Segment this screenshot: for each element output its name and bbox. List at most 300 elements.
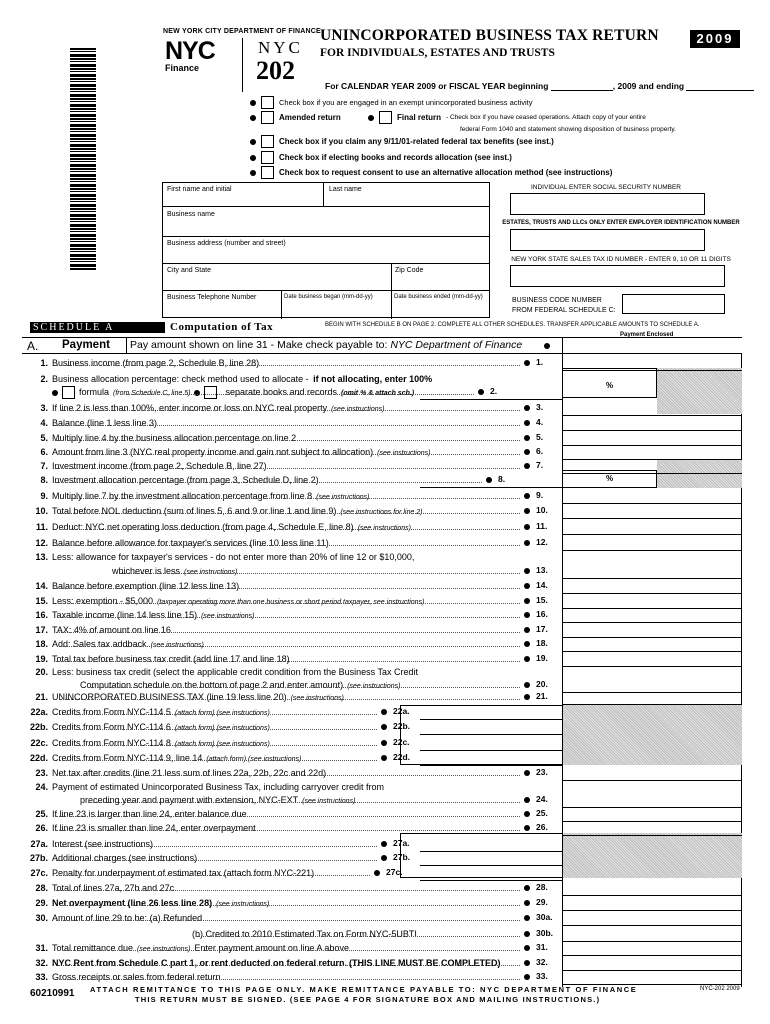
dot-leader — [56, 468, 520, 469]
line-note: (see instructions) — [302, 798, 356, 805]
header-divider — [242, 38, 243, 92]
line-number: 18. — [35, 639, 48, 649]
line-text: If line 2 is less than 100%, enter income or loss on NYC real property — [52, 403, 328, 413]
line-number: 30. — [35, 913, 48, 923]
bullet-icon — [52, 390, 58, 396]
schedule-a-title: Computation of Tax — [170, 321, 274, 333]
bullet-icon — [524, 811, 530, 817]
line-text: (b) Credited to 2010 Estimated Tax on Form NYC-5UBTI — [192, 929, 417, 939]
schedule-line — [22, 691, 344, 705]
tax-period: For CALENDAR YEAR 2009 or FISCAL YEAR beginning , 2009 and ending — [325, 80, 754, 91]
dot-leader — [60, 617, 520, 618]
line-number: 13. — [35, 552, 48, 562]
line-number: 22c. — [30, 738, 48, 748]
exempt-checkbox[interactable] — [261, 96, 274, 109]
schedule-line — [22, 609, 254, 623]
bullet-icon — [524, 825, 530, 831]
line-text: If line 23 is larger than line 24, enter balance due — [52, 809, 247, 819]
bullet-icon — [381, 724, 387, 730]
schedule-a-tag: SCHEDULE A — [30, 322, 165, 333]
form-number: 202 — [256, 56, 295, 85]
schedule-line — [22, 897, 269, 911]
line-number: 24. — [35, 782, 48, 792]
line-number: 27c. — [30, 868, 48, 878]
books-checkbox[interactable] — [261, 151, 274, 164]
nyc-logo: NYC — [165, 37, 215, 65]
line-number: 31. — [35, 943, 48, 953]
schedule-line — [22, 595, 424, 609]
dot-leader — [60, 513, 520, 514]
bullet-icon — [524, 694, 530, 700]
line-reference: 22c. — [393, 737, 410, 747]
dot-leader — [60, 498, 520, 499]
footer-remittance: ATTACH REMITTANCE TO THIS PAGE ONLY. MAKE REMITTANCE PAYABLE TO: NYC DEPARTMENT OF FINANCE — [90, 985, 638, 994]
line-note: (see instructions) — [137, 946, 191, 953]
last-name-label: Last name — [329, 186, 362, 193]
amount-input[interactable] — [562, 821, 742, 822]
line-note: (see instructions) — [316, 494, 370, 501]
dot-leader — [60, 454, 520, 455]
line-number: 8. — [40, 475, 48, 485]
bullet-icon — [524, 960, 530, 966]
ein-label: ESTATES, TRUSTS AND LLCs ONLY ENTER EMPLOYER IDENTIFICATION NUMBER — [502, 220, 740, 226]
line-reference: 27c. — [386, 867, 403, 877]
dot-leader — [56, 775, 520, 776]
consent-row: Check box to request consent to use an alternative allocation method (see instructions) — [250, 166, 612, 179]
bullet-icon — [524, 508, 530, 514]
amount-input[interactable] — [562, 925, 742, 926]
credits-subcolumn — [400, 705, 562, 765]
dot-leader — [126, 394, 474, 395]
line-text: Balance (line 1 less line 3) — [52, 418, 158, 428]
form-code: 60210991 — [30, 988, 75, 999]
final-note-2: federal Form 1040 and statement showing disposition of business property. — [460, 126, 676, 133]
payment-enclosed-label: Payment Enclosed — [620, 332, 674, 338]
line-text: Credits from Form NYC-114.5 — [52, 707, 171, 717]
line-text: UNINCORPORATED BUSINESS TAX (line 19 less line 20) — [52, 692, 287, 702]
sales-tax-label: NEW YORK STATE SALES TAX ID NUMBER - ENTER 9, 10 OR 11 DIGITS — [511, 256, 731, 263]
schedule-line — [22, 666, 418, 678]
schedule-line — [22, 867, 314, 879]
schedule-line — [22, 460, 267, 472]
line-text: Balance before allowance for taxpayer's services (line 10 less line 11) — [52, 538, 329, 548]
line-text: Taxable income (line 14 less line 15) — [52, 610, 198, 620]
line-reference: 1. — [536, 357, 544, 367]
line-reference: 27b. — [393, 852, 411, 862]
bullet-icon — [524, 945, 530, 951]
line-text: Penalty for underpayment of estimated tax (attach form NYC-221) — [52, 868, 315, 878]
line-reference: 20. — [536, 679, 548, 689]
line-reference: 9. — [536, 490, 544, 500]
bullet-icon — [524, 900, 530, 906]
amount-input[interactable] — [562, 651, 742, 652]
benefits-checkbox[interactable] — [261, 135, 274, 148]
line-number: 9. — [40, 491, 48, 501]
amended-row: Amended return — [250, 111, 341, 124]
line-text: Investment allocation percentage (from page 3, Schedule D, line 2) — [52, 475, 319, 485]
line-text: Gross receipts or sales from federal return — [52, 972, 221, 982]
date-ended-label: Date business ended (mm-dd-yy) — [394, 294, 483, 300]
dot-leader — [56, 482, 482, 483]
consent-checkbox[interactable] — [261, 166, 274, 179]
payment-letter: A. — [27, 339, 39, 353]
schedule-line — [22, 928, 417, 940]
payment-instructions: Pay amount shown on line 31 - Make check payable to: NYC Department of Finance — [130, 339, 523, 351]
bullet-icon — [524, 449, 530, 455]
final-checkbox[interactable] — [379, 111, 392, 124]
schedule-line — [22, 942, 349, 956]
first-name-label: First name and initial — [167, 186, 232, 193]
line-reference: 25. — [536, 808, 548, 818]
bullet-icon — [381, 740, 387, 746]
line-number: 27b. — [29, 853, 48, 863]
city-label: City and State — [167, 267, 211, 274]
line-reference: 23. — [536, 767, 548, 777]
line-note: (see instructions) — [150, 642, 204, 649]
amount-input[interactable] — [562, 503, 742, 504]
schedule-line — [22, 767, 326, 779]
dot-leader — [56, 661, 520, 662]
schedule-line — [22, 781, 384, 793]
bullet-icon — [250, 139, 256, 145]
line-text: Interest (see instructions) — [52, 839, 154, 849]
amount-input[interactable] — [562, 622, 742, 623]
bullet-icon — [524, 463, 530, 469]
bullet-icon — [524, 360, 530, 366]
line-text: Investment income (from page 2, Schedule B, line 27) — [52, 461, 267, 471]
amount-input[interactable] — [562, 955, 742, 956]
exempt-activity-row: Check box if you are engaged in an exempt unincorporated business activity — [250, 96, 532, 109]
line-text: Less: allowance for taxpayer's services - do not enter more than 20% of line 12 or $10,000, — [52, 552, 415, 562]
line-reference: 10. — [536, 505, 548, 515]
bullet-icon — [381, 755, 387, 761]
amount-input[interactable] — [562, 518, 742, 519]
line-text: Add: Sales tax addback — [52, 639, 147, 649]
bullet-icon — [524, 770, 530, 776]
dot-leader — [56, 365, 520, 366]
amount-input[interactable] — [420, 765, 562, 766]
bullet-icon — [544, 343, 550, 349]
divider — [391, 264, 392, 291]
schedule-line — [22, 505, 422, 519]
schedule-line — [22, 432, 296, 444]
ein-input[interactable] — [510, 229, 705, 251]
zip-label: Zip Code — [395, 267, 424, 274]
line-number: 29. — [35, 898, 48, 908]
line-note: (see instructions) — [377, 450, 431, 457]
line-reference: 13. — [536, 565, 548, 575]
line-text: formula — [79, 387, 110, 397]
schedule-line — [22, 737, 270, 751]
dot-leader — [60, 699, 520, 700]
line-note-2: (omit % & attach sch.) — [341, 390, 415, 397]
schedule-line — [22, 521, 411, 535]
separate-books-checkbox[interactable] — [204, 386, 217, 399]
amount-input[interactable] — [562, 910, 742, 911]
line-number: 32. — [35, 958, 48, 968]
amount-input[interactable] — [562, 637, 742, 638]
bullet-icon — [524, 583, 530, 589]
line-number: 2. — [40, 374, 48, 384]
line-note: (attach form) (see instructions) — [174, 725, 270, 732]
amount-input[interactable] — [420, 719, 562, 720]
bullet-icon — [381, 855, 387, 861]
schedule-line — [22, 402, 384, 416]
amount-input[interactable] — [562, 780, 742, 781]
schedule-line — [22, 852, 197, 864]
line-note: (see instructions) — [216, 901, 270, 908]
amount-input[interactable] — [562, 666, 742, 667]
bullet-icon — [524, 568, 530, 574]
line-reference: 33. — [536, 971, 548, 981]
line-number: 23. — [35, 768, 48, 778]
schedule-line — [22, 357, 259, 369]
line-reference: 8. — [498, 474, 506, 484]
line-reference: 28. — [536, 882, 548, 892]
line-number: 5. — [40, 433, 48, 443]
schedule-line — [22, 721, 270, 735]
amount-input[interactable] — [420, 865, 562, 866]
line-note: (attach form) (see instructions) — [174, 741, 270, 748]
schedule-line — [22, 794, 355, 808]
line-number: 22d. — [29, 753, 48, 763]
amount-input[interactable] — [562, 550, 742, 551]
benefits-row: Check box if you claim any 9/11/01-related federal tax benefits (see inst.) — [250, 135, 554, 148]
line-note: (taxpayer operating more than one business or short period taxpayer, see instructions) — [157, 599, 425, 606]
amount-input[interactable] — [562, 370, 742, 371]
amount-input[interactable] — [562, 534, 742, 535]
line-number: 10. — [35, 506, 48, 516]
amount-input[interactable] — [562, 473, 742, 474]
line-text: Credits from Form NYC-114.8 — [52, 738, 171, 748]
amount-input[interactable] — [562, 415, 742, 416]
schedule-line — [22, 624, 171, 636]
amount-input[interactable] — [420, 851, 562, 852]
bullet-icon — [250, 115, 256, 121]
amount-input[interactable] — [420, 880, 562, 881]
line-reference: 24. — [536, 794, 548, 804]
line-note: (see instructions) — [201, 613, 255, 620]
schedule-line — [22, 565, 237, 579]
ssn-input[interactable] — [510, 193, 705, 215]
line-reference: 6. — [536, 446, 544, 456]
business-name-label: Business name — [167, 211, 215, 218]
line-reference: 27a. — [393, 838, 410, 848]
line-text-2: separate books and records — [225, 387, 338, 397]
schedule-line — [22, 373, 432, 385]
line-reference: 29. — [536, 897, 548, 907]
line-reference: 22d. — [393, 752, 411, 762]
line-note: (see instructions) — [347, 683, 401, 690]
line-reference: 4. — [536, 417, 544, 427]
divider — [391, 291, 392, 319]
bullet-icon — [381, 709, 387, 715]
bullet-icon — [486, 477, 492, 483]
line-number: 14. — [35, 581, 48, 591]
dot-leader — [60, 714, 377, 715]
form-prefix: NYC — [258, 38, 303, 57]
amount-input[interactable] — [562, 692, 742, 693]
business-code-label-2: FROM FEDERAL SCHEDULE C: — [512, 307, 616, 314]
amount-input[interactable] — [420, 750, 562, 751]
line-number: 22a. — [30, 707, 48, 717]
dot-leader — [88, 687, 520, 688]
line-text: Total of lines 27a, 27b and 27c — [52, 883, 175, 893]
schedule-line — [22, 653, 290, 665]
amount-input[interactable] — [562, 835, 742, 836]
bullet-icon — [524, 598, 530, 604]
line-number: 33. — [35, 972, 48, 982]
amount-input[interactable] — [562, 430, 742, 431]
line-text: Multiply line 7 by the investment allocation percentage from line 8 — [52, 491, 313, 501]
period-begin-input[interactable] — [551, 80, 613, 91]
taxpayer-info — [162, 182, 490, 318]
line-number: 28. — [35, 883, 48, 893]
business-code-input[interactable] — [622, 294, 725, 314]
dot-leader — [56, 979, 520, 980]
amount-input[interactable] — [562, 807, 742, 808]
line-note: (from Schedule C, line 5) — [113, 390, 191, 397]
line-reference: 30a. — [536, 912, 553, 922]
amount-input[interactable] — [562, 593, 742, 594]
line-text: Business allocation percentage: check method used to allocate - — [52, 374, 312, 384]
bullet-icon — [250, 155, 256, 161]
form-version: NYC-202 2009 — [700, 986, 740, 992]
line-text: Credits from Form NYC-114.9, line 14 — [52, 753, 203, 763]
line-text: whichever is less — [112, 566, 181, 576]
dot-leader — [60, 529, 520, 530]
bullet-icon — [374, 870, 380, 876]
amount-input[interactable] — [562, 578, 742, 579]
dot-leader — [56, 920, 520, 921]
bullet-icon — [524, 405, 530, 411]
line-number: 21. — [35, 692, 48, 702]
city-field[interactable] — [163, 264, 489, 291]
line-reference: 17. — [536, 624, 548, 634]
bullet-icon — [524, 931, 530, 937]
line-reference: 5. — [536, 432, 544, 442]
logo-subtitle: Finance — [165, 63, 200, 73]
bullet-icon — [524, 885, 530, 891]
line-text: Amount from line 3 (NYC real property income and gain not subject to allocation) — [52, 447, 374, 457]
line-number: 6. — [40, 447, 48, 457]
bullet-icon — [524, 435, 530, 441]
amount-input[interactable] — [562, 704, 742, 705]
period-end-input[interactable] — [686, 80, 754, 91]
dot-leader — [60, 745, 377, 746]
schedule-line — [22, 446, 430, 460]
line-text: Net tax after credits (line 21 less sum of lines 22a, 22b, 22c and 22d) — [52, 768, 327, 778]
schedule-line — [22, 971, 221, 983]
barcode — [70, 48, 96, 270]
schedule-line — [22, 752, 301, 766]
amount-input[interactable] — [420, 487, 562, 488]
bullet-icon — [478, 389, 484, 395]
footer-signature: THIS RETURN MUST BE SIGNED. (SEE PAGE 4 FOR SIGNATURE BOX AND MAILING INSTRUCTIONS.) — [135, 995, 601, 1004]
amount-input[interactable] — [562, 895, 742, 896]
dot-leader — [56, 860, 377, 861]
divider — [323, 183, 324, 207]
shaded-area — [563, 705, 742, 765]
amount-input[interactable] — [562, 970, 742, 971]
line-reference: 22a. — [393, 706, 410, 716]
amount-input[interactable] — [562, 941, 742, 942]
amount-input[interactable] — [420, 734, 562, 735]
line-reference: 15. — [536, 595, 548, 605]
dot-leader — [60, 905, 520, 906]
dot-leader — [60, 646, 520, 647]
amount-input[interactable] — [562, 445, 742, 446]
dot-leader — [56, 425, 520, 426]
dot-leader — [64, 950, 520, 951]
bullet-icon — [250, 100, 256, 106]
line-note: (see instructions) — [184, 569, 238, 576]
dot-leader — [56, 632, 520, 633]
schedule-line — [22, 537, 329, 549]
schedule-line — [22, 551, 414, 563]
line-number: 25. — [35, 809, 48, 819]
final-row: Final return - Check box if you have ceased operations. Attach copy of your entire — [368, 111, 646, 124]
line-reference: 12. — [536, 537, 548, 547]
schedule-line — [22, 580, 239, 592]
schedule-line — [22, 957, 501, 969]
divider — [281, 291, 282, 319]
dot-leader — [56, 816, 520, 817]
amount-input[interactable] — [420, 399, 562, 400]
shaded-area — [657, 368, 742, 414]
line-number: 27a. — [30, 839, 48, 849]
sales-tax-input[interactable] — [510, 265, 725, 287]
line-text: Credits from Form NYC-114.6 — [52, 722, 171, 732]
line-note: (see instructions) — [357, 525, 411, 532]
line-number: 17. — [35, 625, 48, 635]
line-reference: 3. — [536, 402, 544, 412]
line-note: (see instructions) — [331, 406, 385, 413]
schedule-line — [22, 706, 270, 720]
line-text: Multiply line 4 by the business allocation percentage on line 2 — [52, 433, 297, 443]
charges-subcolumn — [400, 833, 562, 878]
dot-leader — [56, 830, 520, 831]
line-text: Total before NOL deduction (sum of lines 5, 6 and 9 or line 1 and line 9) — [52, 506, 337, 516]
line-text: Total tax before business tax credit (add line 17 and line 18) — [52, 654, 290, 664]
line-reference: 32. — [536, 957, 548, 967]
line-text: Deduct: NYC net operating loss deduction (from page 4, Schedule E, line 8) — [52, 522, 354, 532]
line-number: 1. — [40, 358, 48, 368]
line-text: NYC Rent from Schedule C part 1, or rent deducted on federal return. — [52, 958, 348, 968]
line-text: Business income (from page 2, Schedule B, line 28) — [52, 358, 260, 368]
line-text: Less: exemption - $5,000 — [52, 596, 154, 606]
tax-year: 2009 — [690, 30, 740, 48]
amount-input[interactable] — [562, 608, 742, 609]
amount-input[interactable] — [562, 459, 742, 460]
amended-checkbox[interactable] — [261, 111, 274, 124]
line-note: (attach form) (see instructions) — [174, 710, 270, 717]
payment-amount-input[interactable] — [562, 338, 742, 353]
line-number: 7. — [40, 461, 48, 471]
bullet-icon — [381, 841, 387, 847]
schedule-line — [22, 638, 204, 652]
bullet-icon — [524, 797, 530, 803]
line-reference: 7. — [536, 460, 544, 470]
schedule-line — [22, 490, 369, 504]
dot-leader — [56, 545, 520, 546]
formula-checkbox[interactable] — [62, 386, 75, 399]
line-text: Balance before exemption (line 12 less line 13) — [52, 581, 240, 591]
form-subtitle: FOR INDIVIDUALS, ESTATES AND TRUSTS — [320, 47, 555, 59]
schedule-line — [22, 822, 256, 834]
schedule-a-note: BEGIN WITH SCHEDULE B ON PAGE 2. COMPLETE ALL OTHER SCHEDULES. TRANSFER APPLICABLE AMOUNTS TO SCHEDULE A. — [325, 322, 700, 328]
line-number: 12. — [35, 538, 48, 548]
